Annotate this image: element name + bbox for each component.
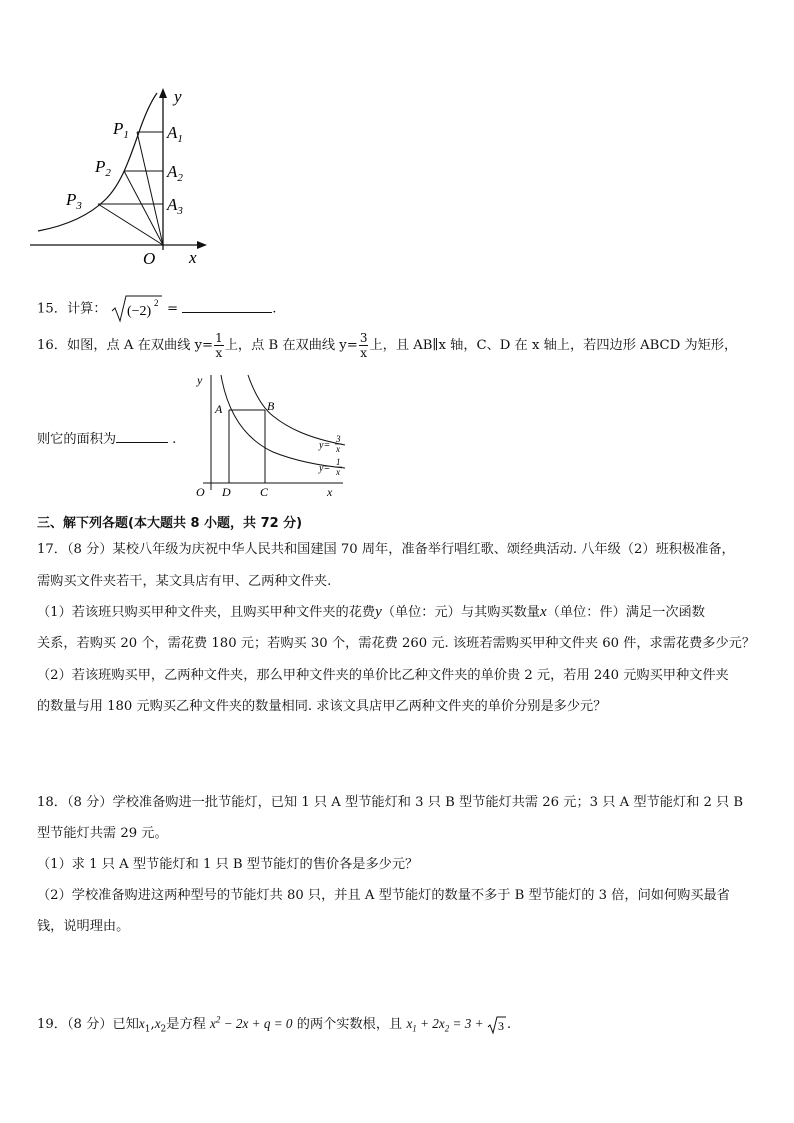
question-15-end: .: [272, 301, 277, 317]
question-17-line-1: 17．（8 分）某校八年级为庆祝中华人民共和国建国 70 周年，准备举行唱红歌、颂经典活动. 八年级（2）班积极准备，: [37, 542, 735, 557]
figure-16-c-label: C: [260, 485, 269, 499]
figure-16-curve1-label: y=: [319, 463, 331, 474]
question-16-answer-line: [37, 428, 176, 447]
question-17-part-1: （1）若该班只购买甲种文件夹，且购买甲种文件夹的花费y（单位：元）与其购买数量x（单位：件）满足一次函数: [37, 604, 705, 620]
figure-16-curve3-label: y=: [319, 440, 331, 451]
figure-16-curve3-den: x: [336, 444, 340, 454]
question-16-fraction-2: $\frac{3}{x}$: [359, 331, 368, 360]
question-18-line-2: 型节能灯共需 29 元。: [37, 826, 168, 841]
question-17-var-y: y: [375, 604, 382, 620]
section-3-title: 三、解下列各题(本大题共 8 小题，共 72 分): [37, 516, 303, 531]
label-a1: $A_1$: [167, 123, 183, 145]
figure-16-curve3-num: 3: [336, 434, 341, 444]
curve-y-1-over-x: [221, 375, 345, 468]
question-19: 19．（8 分）已知$x_1,x_2$是方程 $x^2 - 2x + q = 0$ 的两个实数根，且 $x_1 + 2x_2 = 3$ + 3 .: [37, 1014, 512, 1035]
label-p1: $P_1$: [113, 119, 129, 141]
question-18-line-1: 18．（8 分）学校准备购进一批节能灯，已知 1 只 A 型节能灯和 3 只 B 型节能灯共需 26 元；3 只 A 型节能灯和 2 只 B: [37, 795, 744, 810]
label-a2: $A_2$: [167, 162, 183, 184]
question-16-end: .: [172, 432, 177, 447]
question-16-text-b: 上，点 B 在双曲线 y=: [224, 338, 358, 353]
figure-14-y-label: y: [174, 87, 182, 106]
figure-16-a-label: A: [215, 402, 223, 416]
question-16-answer-blank[interactable]: [116, 442, 168, 443]
question-15-number: 15．: [37, 301, 67, 317]
svg-text:3: 3: [497, 1018, 504, 1033]
figure-16-curve1-num: 1: [336, 457, 341, 467]
question-15-sqrt-inner: (−2): [126, 304, 151, 319]
label-a3: $A_3$: [167, 195, 183, 217]
question-15-text: 计算：: [66, 301, 107, 317]
question-16-text-c: 上，且 AB∥x 轴，C、D 在 x 轴上，若四边形 ABCD 为矩形，: [369, 338, 738, 353]
question-16: [37, 332, 737, 360]
question-16-text-d: 则它的面积为: [37, 432, 117, 447]
figure-14-x-arrow: [197, 241, 207, 249]
question-17-line-2: 需购买文件夹若干，某文具店有甲、乙两种文件夹.: [37, 574, 332, 589]
question-17-line-4: 关系，若购买 20 个，需花费 180 元；若购买 30 个，需花费 260 元. 该班若需购买甲种文件夹 60 件，求需花费多少元？: [37, 636, 756, 651]
question-18-line-4: （2）学校准备购进这两种型号的节能灯共 80 只，并且 A 型节能灯的数量不多于 B 型节能灯的 3 倍，问如何购买最省: [37, 888, 730, 903]
segment-p2-o: [124, 171, 163, 245]
question-15-sqrt: [111, 294, 163, 324]
question-19-sqrt: [487, 1015, 507, 1035]
question-19-equation: $x^2 - 2x + q = 0$: [210, 1014, 293, 1031]
question-18-line-3: （1）求 1 只 A 型节能灯和 1 只 B 型节能灯的售价各是多少元？: [37, 857, 419, 872]
question-15-equals: =: [166, 301, 178, 317]
figure-16-b-label: B: [267, 399, 275, 413]
figure-16-x-label: x: [327, 485, 333, 499]
figure-16-graph: [193, 370, 368, 502]
segment-p3-o: [98, 204, 163, 245]
segment-p1-o: [137, 132, 163, 245]
question-16-text-a: 如图，点 A 在双曲线 y=: [66, 338, 214, 353]
question-19-condition: $x_1 + 2x_2 = 3$ +: [406, 1016, 487, 1034]
question-16-number: 16．: [37, 338, 67, 353]
figure-16-curve1-den: x: [336, 467, 340, 477]
label-p3: $P_3$: [66, 190, 82, 212]
question-15: [37, 294, 276, 324]
question-17-var-x: x: [540, 604, 547, 620]
figure-14-graph: [30, 85, 220, 270]
figure-14-x-label: x: [189, 248, 197, 267]
figure-14-y-arrow: [159, 88, 167, 98]
question-17-line-6: 的数量与用 180 元购买乙种文件夹的数量相同. 求该文具店甲乙两种文件夹的单价分别是多少元？: [37, 699, 607, 714]
question-15-answer-blank[interactable]: [182, 312, 272, 313]
label-p2: $P_2$: [95, 157, 111, 179]
question-15-sqrt-exp: 2: [153, 298, 159, 308]
figure-14-origin-label: O: [143, 249, 156, 268]
figure-16-d-label: D: [222, 485, 231, 499]
question-16-fraction-1: $\frac{1}{x}$: [215, 331, 223, 360]
question-17-line-5: （2）若该班购买甲，乙两种文件夹，那么甲种文件夹的单价比乙种文件夹的单价贵 2 元，若用 240 元购买甲种文件夹: [37, 668, 729, 683]
figure-16-o-label: O: [196, 485, 205, 499]
question-18-line-5: 钱，说明理由。: [37, 919, 130, 934]
figure-16-y-label: y: [197, 373, 203, 387]
